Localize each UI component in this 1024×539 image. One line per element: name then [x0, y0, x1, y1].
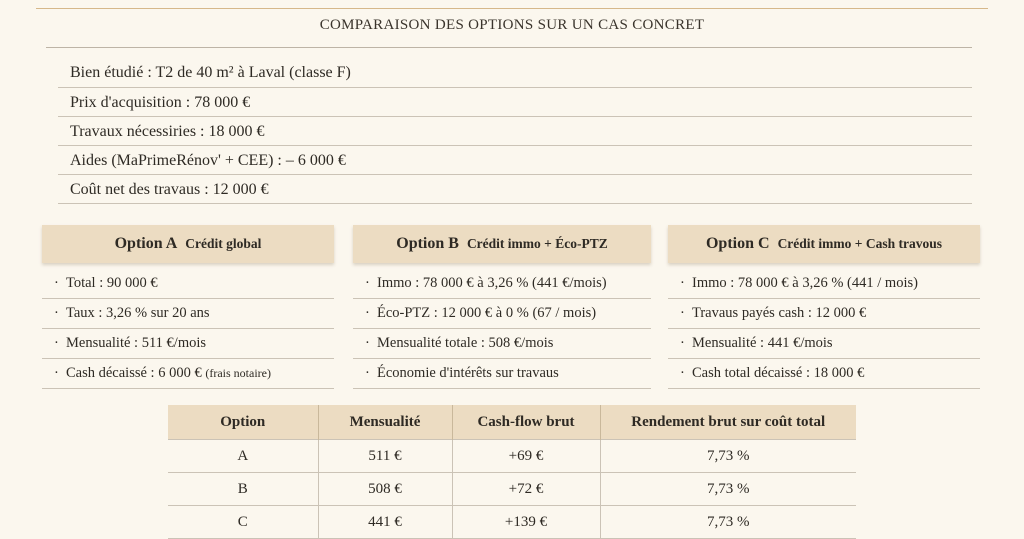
table-cell: 7,73 %: [600, 506, 856, 539]
list-item: · Immo : 78 000 € à 3,26 % (441 €/mois): [353, 269, 651, 299]
option-b-card: [353, 225, 651, 389]
fact-works: Travaux nécessiries : 18 000 €: [58, 117, 972, 146]
option-a-header: [42, 225, 334, 263]
fact-net-works-cost: Coût net des travaus : 12 000 €: [58, 175, 972, 204]
list-item: · Mensualité totale : 508 €/mois: [353, 329, 651, 359]
option-c-label: Option C: [705, 235, 770, 252]
column-header-monthly: Mensualité: [318, 405, 452, 440]
list-item: · Travaus payés cash : 12 000 €: [668, 299, 980, 329]
table-row: [168, 473, 856, 506]
fact-aids: Aides (MaPrimeRénov' + CEE) : – 6 000 €: [58, 146, 972, 175]
option-b-subtitle: Crédit immo + Éco-PTZ: [466, 236, 608, 251]
table-cell: 508 €: [318, 473, 452, 506]
option-a-subtitle: Crédit global: [185, 236, 262, 251]
table-cell: +139 €: [452, 506, 600, 539]
table-cell: B: [168, 473, 318, 506]
list-item: · Éco-PTZ : 12 000 € à 0 % (67 / mois): [353, 299, 651, 329]
comparison-table: [168, 405, 856, 539]
table-cell: 511 €: [318, 440, 452, 473]
option-a-card: [42, 225, 334, 389]
table-cell: C: [168, 506, 318, 539]
column-header-yield: Rendement brut sur coût total: [600, 405, 856, 440]
list-item: · Taux : 3,26 % sur 20 ans: [42, 299, 334, 329]
page-title: COMPARAISON DES OPTIONS SUR UN CAS CONCRET: [319, 17, 705, 33]
table-row: [168, 440, 856, 473]
column-header-option: Option: [168, 405, 318, 440]
table-cell: 7,73 %: [600, 440, 856, 473]
table-cell: 441 €: [318, 506, 452, 539]
table-cell: A: [168, 440, 318, 473]
column-header-cashflow: Cash-flow brut: [452, 405, 600, 440]
table-cell: 7,73 %: [600, 473, 856, 506]
table-row: [168, 506, 856, 539]
option-a-label: Option A: [114, 235, 178, 252]
top-accent-line: [36, 8, 988, 9]
property-facts: [58, 58, 972, 204]
list-item: · Cash décaissé : 6 000 € (frais notaire): [42, 359, 334, 389]
fact-property: Bien étudié : T2 de 40 m² à Laval (classe F): [58, 58, 972, 88]
list-item: · Mensualité : 441 €/mois: [668, 329, 980, 359]
title-divider: [46, 47, 972, 48]
table-header-row: [168, 405, 856, 440]
option-b-header: [353, 225, 651, 263]
list-item: · Économie d'intérêts sur travaus: [353, 359, 651, 389]
option-b-label: Option B: [396, 235, 459, 252]
table-cell: +72 €: [452, 473, 600, 506]
list-item: · Mensualité : 511 €/mois: [42, 329, 334, 359]
fact-purchase-price: Prix d'acquisition : 78 000 €: [58, 88, 972, 117]
table-cell: +69 €: [452, 440, 600, 473]
option-c-card: [668, 225, 980, 389]
list-item: · Cash total décaissé : 18 000 €: [668, 359, 980, 389]
option-c-subtitle: Crédit immo + Cash travous: [777, 236, 942, 251]
option-c-header: [668, 225, 980, 263]
list-item: · Immo : 78 000 € à 3,26 % (441 / mois): [668, 269, 980, 299]
list-item: · Total : 90 000 €: [42, 269, 334, 299]
